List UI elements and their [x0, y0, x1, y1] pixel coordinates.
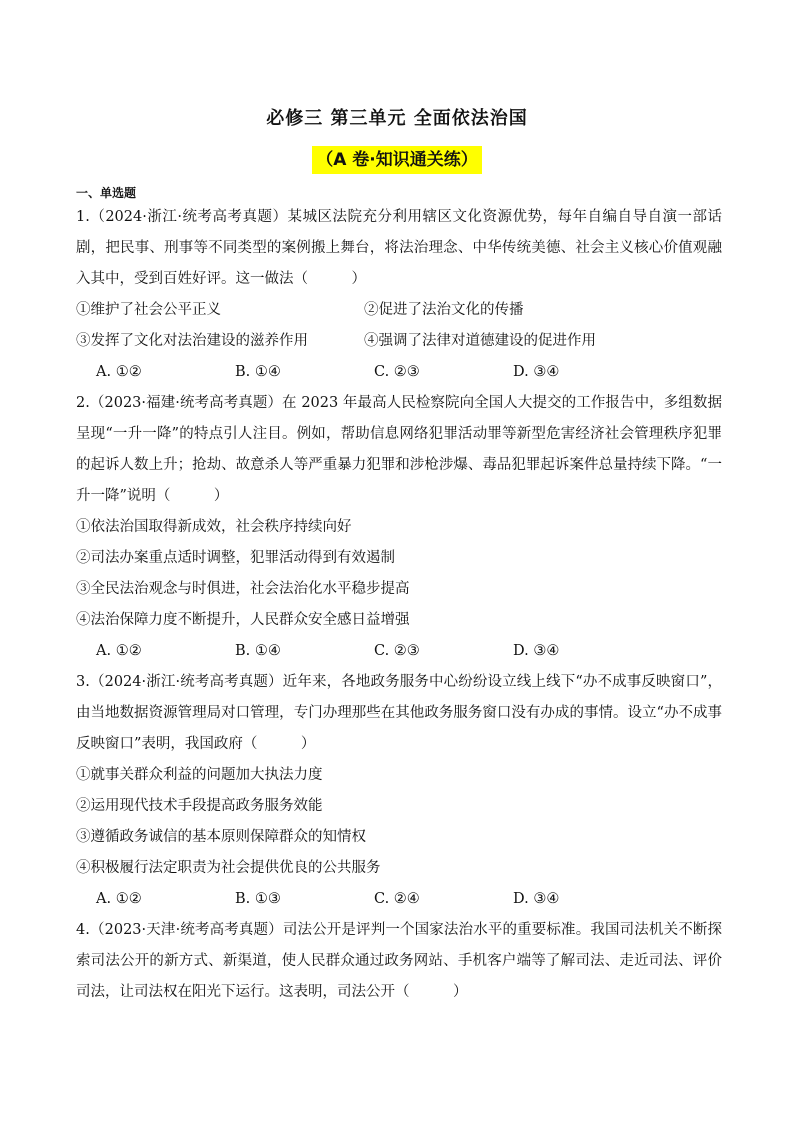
question-1-option-3: ③发挥了文化对法治建设的滋养作用: [76, 333, 308, 349]
question-2-choice-a[interactable]: A. ①②: [96, 643, 142, 659]
question-1-option-1: ①维护了社会公平正义: [76, 302, 221, 318]
question-1-stem: 1.（2024·浙江·统考高考真题）某城区法院充分利用辖区文化资源优势，每年自编自导自演一部话剧，把民事、刑事等不同类型的案例搬上舞台，将法治理念、中华传统美德、社会主义核心价值观融入其中，受到百姓好评。这一做法（ ）: [76, 209, 722, 287]
question-1-options-row-1: [76, 295, 722, 326]
question-3-choice-d[interactable]: D. ③④: [513, 891, 560, 907]
question-3-option-1: ①就事关群众利益的问题加大执法力度: [76, 767, 323, 783]
question-1-options-row-2: [76, 326, 722, 357]
question-1-choices: [76, 357, 722, 388]
question-3-option-2: ②运用现代技术手段提高政务服务效能: [76, 798, 323, 814]
question-2-choice-b[interactable]: B. ①④: [235, 643, 281, 659]
question-2: [76, 388, 722, 667]
question-3-option-3: ③遵循政务诚信的基本原则保障群众的知情权: [76, 829, 366, 845]
question-3-choice-b[interactable]: B. ①③: [235, 891, 281, 907]
question-1-choice-b[interactable]: B. ①④: [235, 364, 281, 380]
question-2-option-4: ④法治保障力度不断提升，人民群众安全感日益增强: [76, 612, 410, 628]
question-4-stem: 4.（2023·天津·统考高考真题）司法公开是评判一个国家法治水平的重要标准。我国司法机关不断探索司法公开的新方式、新渠道，使人民群众通过政务网站、手机客户端等了解司法、走近司法、评价司法，让司法权在阳光下运行。这表明，司法公开（ ）: [76, 922, 722, 1000]
document-title: 必修三 第三单元 全面依法治国: [266, 108, 528, 129]
question-4: [76, 915, 722, 1008]
question-2-option-3: ③全民法治观念与时俱进，社会法治化水平稳步提高: [76, 581, 410, 597]
question-1-option-4: ④强调了法律对道德建设的促进作用: [364, 333, 596, 349]
question-1-choice-c[interactable]: C. ②③: [374, 364, 420, 380]
question-3-option-4: ④积极履行法定职责为社会提供优良的公共服务: [76, 860, 381, 876]
question-1-choice-a[interactable]: A. ①②: [96, 364, 142, 380]
question-2-choice-c[interactable]: C. ②③: [374, 643, 420, 659]
question-2-choices: [76, 636, 722, 667]
question-list: [76, 202, 722, 1008]
question-3-stem: 3.（2024·浙江·统考高考真题）近年来，各地政务服务中心纷纷设立线上线下“办不成事反映窗口”，由当地数据资源管理局对口管理，专门办理那些在其他政务服务窗口没有办成的事情。设立“办不成事反映窗口”表明，我国政府（ ）: [76, 674, 722, 752]
section-heading: 一、单选题: [76, 186, 137, 200]
question-1-option-2: ②促进了法治文化的传播: [364, 302, 524, 318]
question-3: [76, 667, 722, 915]
question-3-choices: [76, 884, 722, 915]
document-subtitle-highlighted: （A 卷·知识通关练）: [312, 146, 482, 174]
question-3-choice-c[interactable]: C. ②④: [374, 891, 420, 907]
question-1-choice-d[interactable]: D. ③④: [513, 364, 560, 380]
question-2-option-2: ②司法办案重点适时调整，犯罪活动得到有效遏制: [76, 550, 395, 566]
question-2-option-1: ①依法治国取得新成效，社会秩序持续向好: [76, 519, 352, 535]
question-2-stem: 2.（2023·福建·统考高考真题）在 2023 年最高人民检察院向全国人大提交的工作报告中，多组数据呈现“一升一降”的特点引人注目。例如，帮助信息网络犯罪活动罪等新型危害经济社会管理秩序犯罪的起诉人数上升；抢劫、故意杀人等严重暴力犯罪和涉枪涉爆、毒品犯罪起诉案件总量持续下降。“一升一降”说明（ ）: [76, 395, 722, 504]
subtitle-wrapper: [0, 146, 794, 174]
question-2-choice-d[interactable]: D. ③④: [513, 643, 560, 659]
question-1: [76, 202, 722, 388]
question-3-choice-a[interactable]: A. ①②: [96, 891, 142, 907]
